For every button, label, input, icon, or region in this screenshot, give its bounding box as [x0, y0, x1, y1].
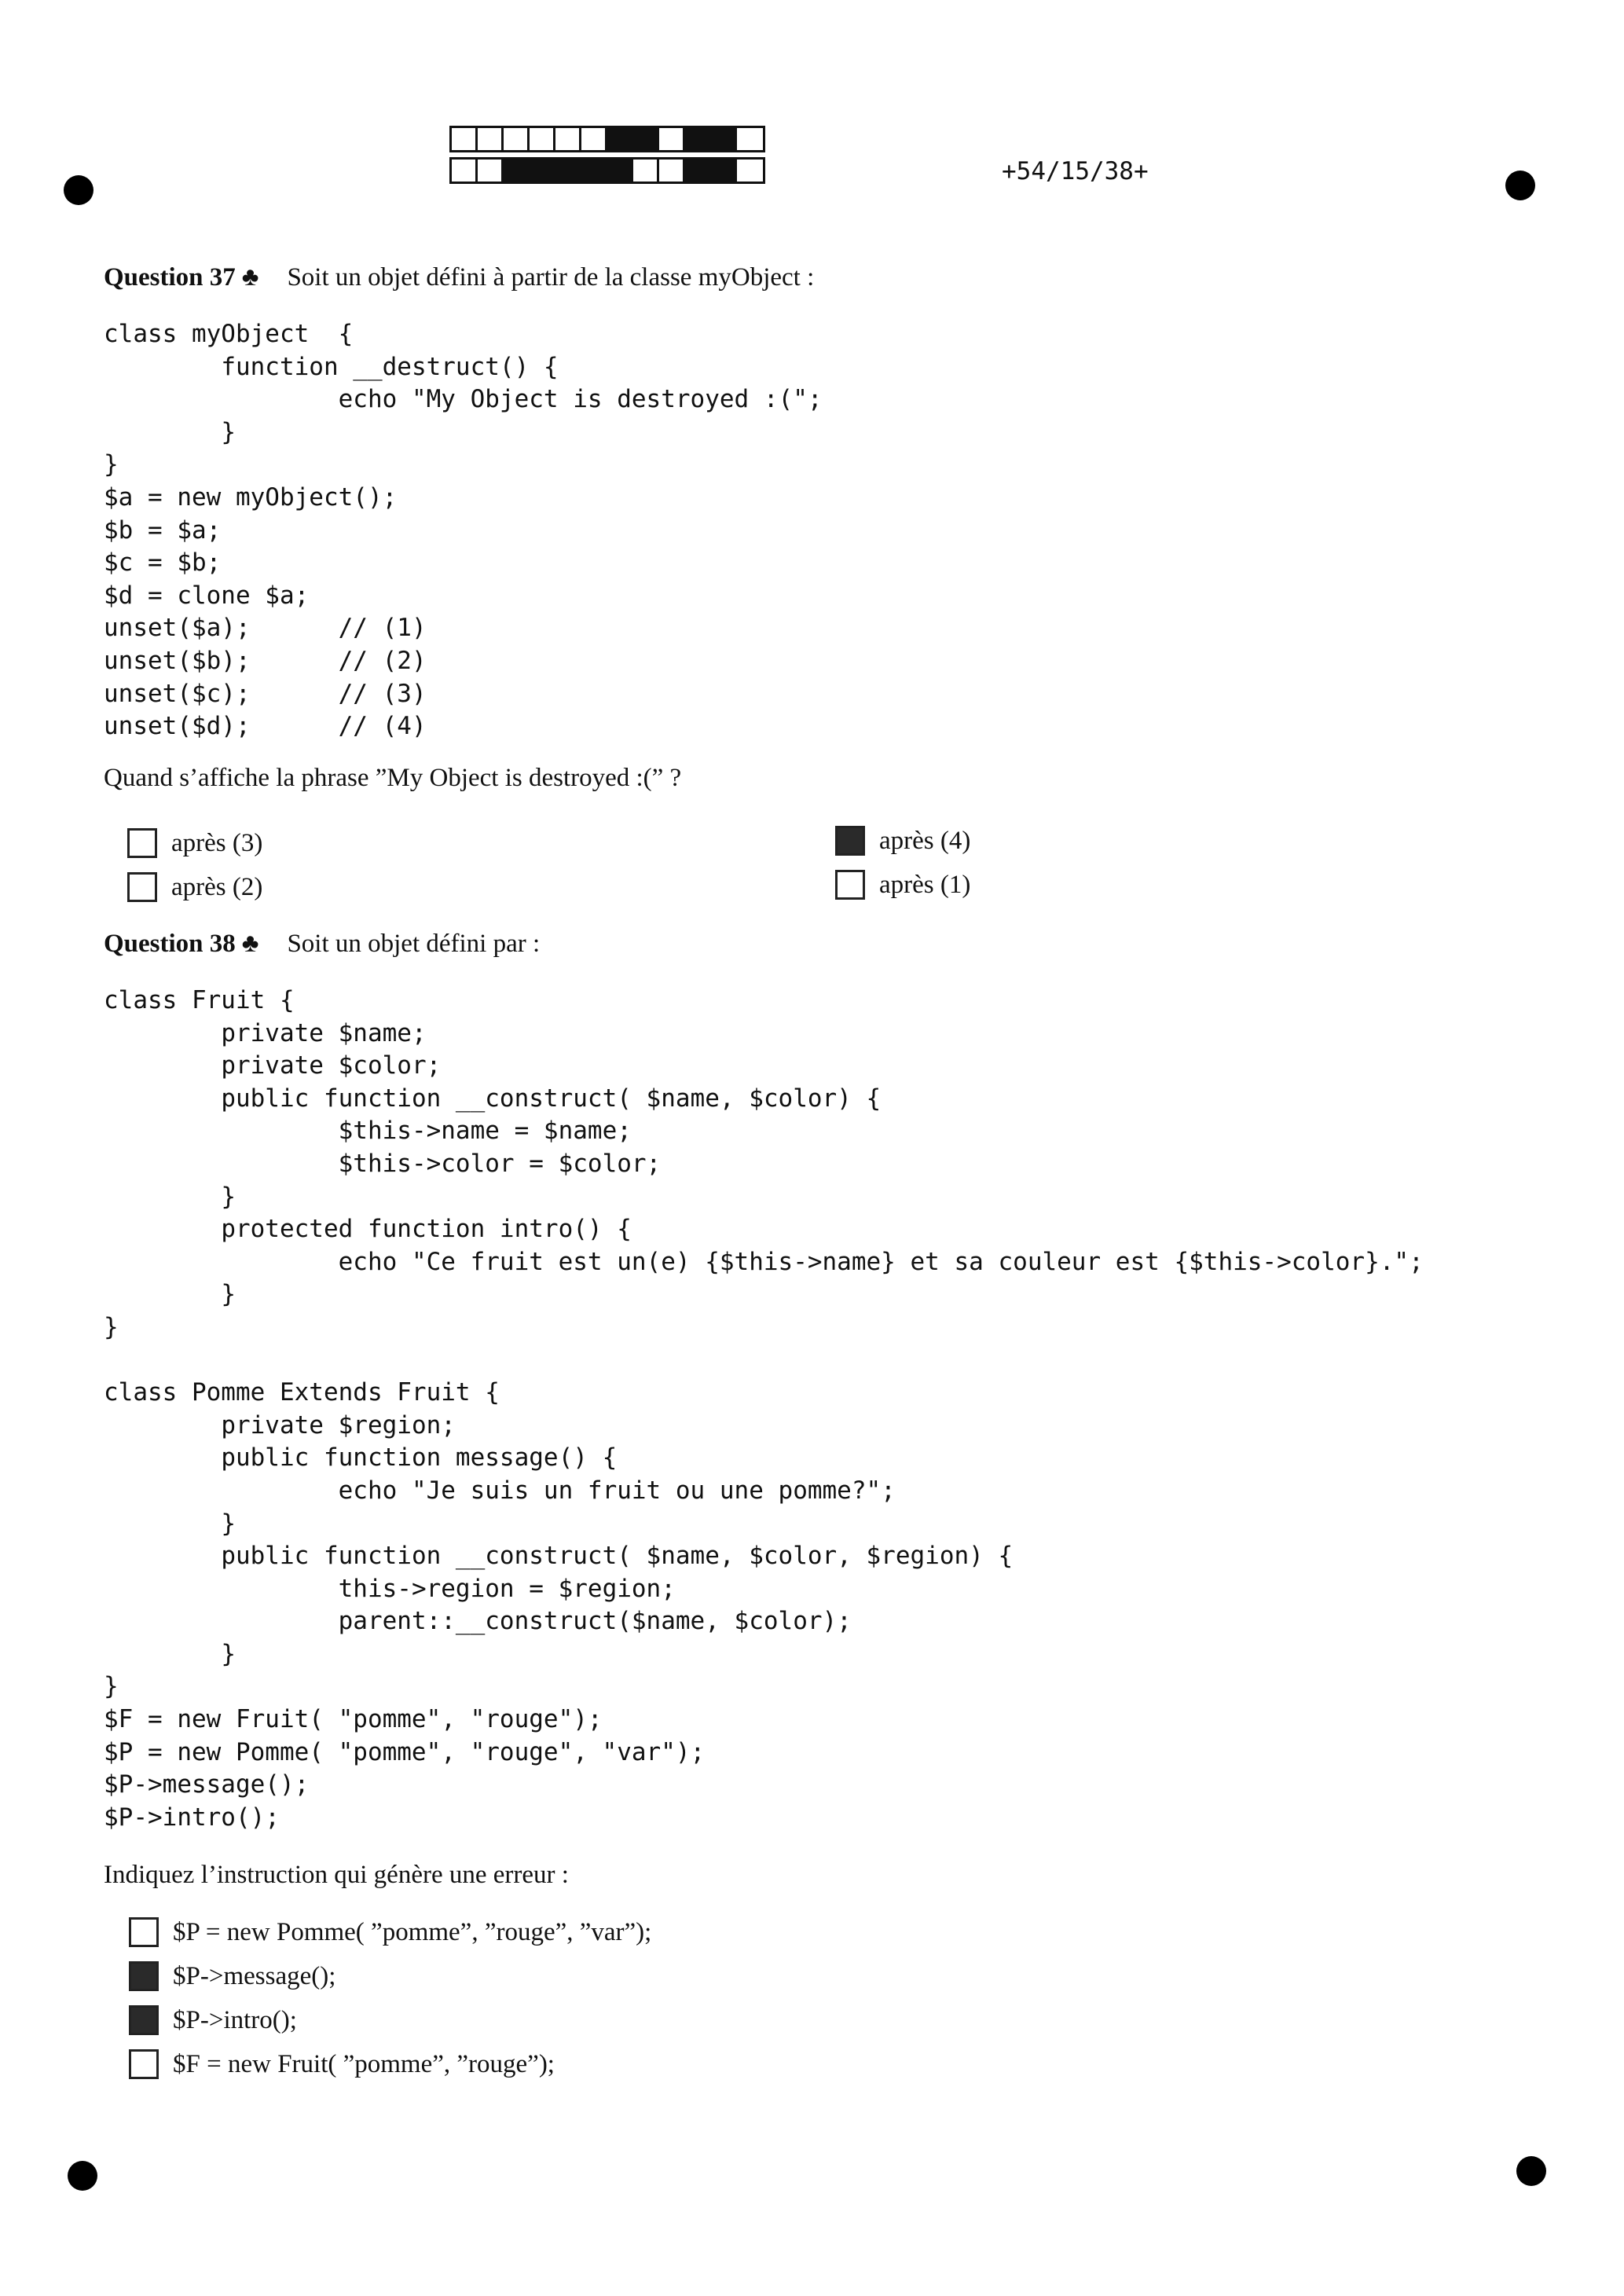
barcode-cell: [659, 128, 685, 150]
barcode-cell: [685, 160, 711, 182]
option-label: $P = new Pomme( ”pomme”, ”rouge”, ”var”);: [173, 1917, 652, 1946]
question-37-header: [104, 263, 814, 292]
option-label: $P->intro();: [173, 2005, 297, 2034]
barcode-top: [449, 126, 765, 152]
barcode-cell: [555, 128, 581, 150]
question-intro: Soit un objet défini par :: [287, 930, 541, 958]
checkbox[interactable]: [127, 872, 157, 902]
registration-mark-bottom-left: [68, 2161, 97, 2191]
code-block-q37: class myObject { function __destruct() { echo "My Object is destroyed :("; } } $a = new myObject(); $b = $a; $c = $b; $d = clone $a; unset($a); // (1) unset($b); // (2) unset($c); // (3) unset($d); // (4): [104, 320, 823, 741]
q38-option-3[interactable]: [129, 2005, 297, 2035]
checkbox[interactable]: [127, 828, 157, 858]
checkbox[interactable]: [129, 2049, 159, 2079]
option-label: après (1): [879, 870, 971, 899]
option-label: après (3): [171, 828, 263, 857]
club-icon: ♣: [241, 263, 259, 292]
registration-mark-top-right: [1505, 171, 1535, 200]
barcode-cell: [633, 128, 659, 150]
barcode-cell: [452, 128, 478, 150]
q37-option-2[interactable]: [127, 872, 262, 902]
barcode-bottom: [449, 157, 765, 184]
barcode-cell: [607, 128, 633, 150]
checkbox[interactable]: [129, 2005, 159, 2035]
barcode-cell: [633, 160, 659, 182]
barcode-cell: [530, 128, 555, 150]
barcode-cell: [504, 160, 530, 182]
barcode-cell: [711, 128, 737, 150]
option-label: $F = new Fruit( ”pomme”, ”rouge”);: [173, 2049, 555, 2078]
barcode-cell: [685, 128, 711, 150]
barcode-cell: [452, 160, 478, 182]
question-38-header: [104, 930, 540, 959]
checkbox[interactable]: [129, 1917, 159, 1947]
q37-option-3[interactable]: [835, 826, 970, 856]
question-intro: Soit un objet défini à partir de la classe myObject :: [287, 263, 815, 292]
question-number: Question 37: [104, 263, 236, 292]
option-label: après (4): [879, 826, 971, 855]
barcode-cell: [581, 160, 607, 182]
barcode-cell: [581, 128, 607, 150]
checkbox[interactable]: [835, 826, 865, 856]
barcode-cell: [737, 160, 763, 182]
registration-mark-bottom-right: [1516, 2156, 1546, 2186]
question-prompt-q37: Quand s’affiche la phrase ”My Object is destroyed :(” ?: [104, 764, 682, 792]
barcode-cell: [555, 160, 581, 182]
barcode-cell: [607, 160, 633, 182]
q37-option-4[interactable]: [835, 870, 970, 900]
option-label: $P->message();: [173, 1961, 336, 1990]
q37-option-1[interactable]: [127, 828, 262, 858]
barcode-cell: [659, 160, 685, 182]
barcode-cell: [737, 128, 763, 150]
barcode-cell: [711, 160, 737, 182]
checkbox[interactable]: [129, 1961, 159, 1991]
club-icon: ♣: [241, 930, 259, 958]
code-block-q38: class Fruit { private $name; private $color; public function __construct( $name, $color) { $this->name = $name; $this->color = $color; } protected function intro() { echo "Ce fruit est un(e) {$this->name} et sa couleur est {$this->color}."; } } class Pomme Extends Fruit { private $region; public function message() { echo "Je suis un fruit ou une pomme?"; } public function __construct( $name, $color, $region) { this->region = $region; parent::__construct($name, $color); } } $F = new Fruit( "pomme", "rouge"); $P = new Pomme( "pomme", "rouge", "var"); $P->message(); $P->intro();: [104, 986, 1424, 1832]
page-id: +54/15/38+: [1002, 157, 1149, 185]
question-number: Question 38: [104, 930, 236, 958]
barcode-cell: [478, 128, 504, 150]
q38-option-1[interactable]: [129, 1917, 651, 1947]
option-label: après (2): [171, 872, 263, 901]
checkbox[interactable]: [835, 870, 865, 900]
registration-mark-top-left: [64, 175, 93, 205]
barcode-cell: [530, 160, 555, 182]
barcode-cell: [504, 128, 530, 150]
q38-option-4[interactable]: [129, 2049, 555, 2079]
barcode-cell: [478, 160, 504, 182]
q38-option-2[interactable]: [129, 1961, 335, 1991]
question-prompt-q38: Indiquez l’instruction qui génère une erreur :: [104, 1861, 569, 1889]
